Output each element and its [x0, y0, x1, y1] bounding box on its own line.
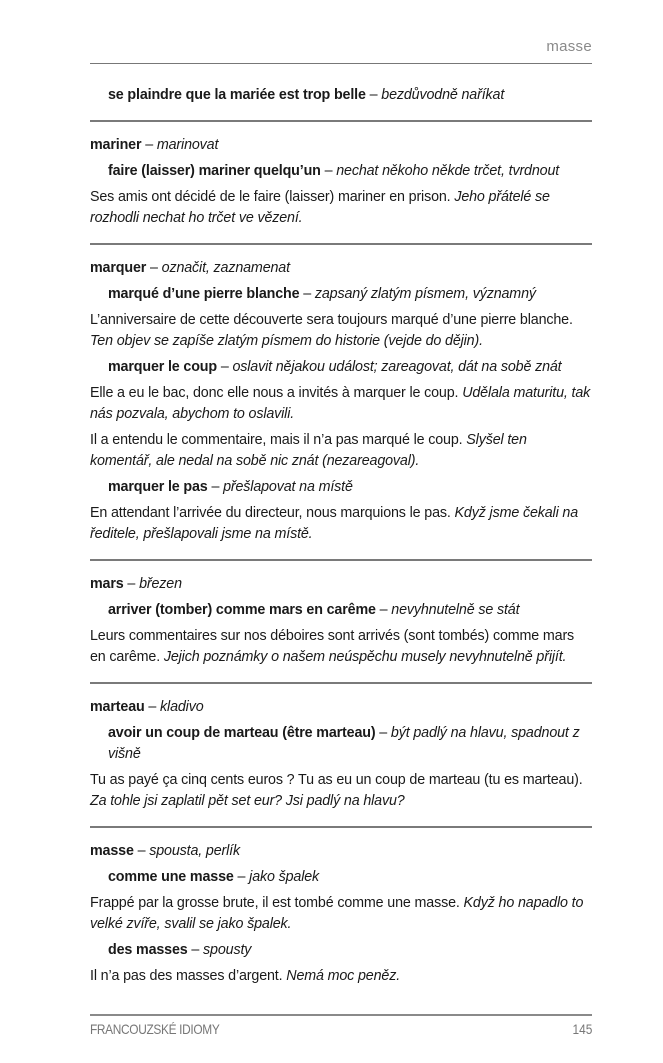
idiom — [90, 723, 592, 765]
idiom-phrase: arriver (tomber) comme mars en carême — [108, 602, 376, 618]
idiom — [90, 284, 592, 305]
headword-translation: marinovat — [156, 137, 219, 153]
dictionary-entry — [90, 834, 592, 1001]
headword-translation: spousta, perlík — [149, 843, 240, 859]
example-sentence — [90, 187, 592, 229]
idiom — [90, 161, 592, 182]
idiom — [90, 600, 592, 621]
example-french: Leurs commentaires sur nos déboires sont arrivés (sont tombés) comme mars en carême. — [90, 628, 575, 665]
idiom-phrase: comme une masse — [108, 869, 234, 885]
idiom — [90, 867, 592, 888]
headword-translation: kladivo — [160, 699, 204, 715]
example-sentence — [90, 893, 592, 935]
example-french: Frappé par la grosse brute, il est tombé comme une masse. — [90, 895, 460, 911]
idiom — [90, 477, 592, 498]
example-sentence — [90, 626, 592, 668]
idiom — [90, 357, 592, 378]
running-head: masse — [546, 38, 592, 55]
dash: – — [145, 137, 154, 153]
example-french: Tu as payé ça cinq cents euros ? Tu as eu un coup de marteau (tu es marteau). — [90, 772, 583, 788]
headword-translation: označit, zaznamenat — [161, 260, 290, 276]
dash: – — [127, 576, 136, 592]
dash: – — [303, 286, 312, 302]
headword: marteau — [90, 699, 145, 715]
entry-head — [90, 697, 592, 718]
example-sentence — [90, 430, 592, 472]
dictionary-entry — [90, 567, 592, 684]
example-czech: Když jsme čekali na ředitele, přešlapovali jsme na místě. — [90, 505, 579, 542]
example-sentence — [90, 503, 592, 545]
idiom-meaning: spousty — [203, 942, 252, 958]
example-sentence — [90, 770, 592, 812]
example-czech: Ten objev se zapíše zlatým písmem do historie (vejde do dějin). — [90, 333, 483, 349]
header-rule — [90, 63, 592, 64]
entry-head — [90, 841, 592, 862]
example-french: L’anniversaire de cette découverte sera toujours marqué d’une pierre blanche. — [90, 312, 573, 328]
dictionary-entry — [90, 251, 592, 561]
example-french: Il a entendu le commentaire, mais il n’a pas marqué le coup. — [90, 432, 463, 448]
idiom-meaning: být padlý na hlavu, spadnout z višně — [108, 725, 580, 762]
example-czech: Nemá moc peněz. — [286, 968, 401, 984]
example-french: Ses amis ont décidé de le faire (laisser) mariner en prison. — [90, 189, 451, 205]
headword: masse — [90, 843, 134, 859]
idiom-meaning: zapsaný zlatým písmem, významný — [314, 286, 536, 302]
dash: – — [379, 602, 388, 618]
idiom-phrase: marquer le coup — [108, 359, 217, 375]
dictionary-entry — [90, 80, 592, 122]
idiom-phrase: marquer le pas — [108, 479, 208, 495]
entry-head — [90, 258, 592, 279]
footer-book-title: FRANCOUZSKÉ IDIOMY — [90, 1021, 220, 1037]
dash: – — [150, 260, 158, 276]
example-czech: Slyšel ten komentář, ale nedal na sobě nic znát (nezareagoval). — [90, 432, 527, 469]
entry-head — [90, 135, 592, 156]
page-number: 145 — [572, 1021, 592, 1037]
footer-rule — [90, 1014, 592, 1016]
example-czech: Za tohle jsi zaplatil pět set eur? Jsi padlý na hlavu? — [90, 793, 405, 809]
idiom-phrase: avoir un coup de marteau (être marteau) — [108, 725, 376, 741]
dash: – — [137, 843, 146, 859]
example-french: En attendant l’arrivée du directeur, nous marquions le pas. — [90, 505, 451, 521]
example-sentence — [90, 383, 592, 425]
idiom-meaning: nechat někoho někde trčet, tvrdnout — [336, 163, 560, 179]
example-czech: Udělala maturitu, tak nás pozvala, abychom to oslavili. — [90, 385, 591, 422]
idiom — [90, 85, 592, 106]
idiom-meaning: oslavit nějakou událost; zareagovat, dát na sobě znát — [232, 359, 562, 375]
dash: – — [379, 725, 388, 741]
dash: – — [369, 87, 378, 103]
dictionary-entry — [90, 690, 592, 828]
entry-head — [90, 574, 592, 595]
idiom-phrase: marqué d’une pierre blanche — [108, 286, 300, 302]
headword: mariner — [90, 137, 142, 153]
example-czech: Jejich poznámky o našem neúspěchu musely nevyhnutelně přijít. — [163, 649, 567, 665]
dash: – — [211, 479, 220, 495]
example-czech: Když ho napadlo to velké zvíře, svalil se jako špalek. — [90, 895, 584, 932]
idiom-meaning: bezdůvodně naříkat — [381, 87, 505, 103]
example-sentence — [90, 966, 592, 987]
example-french: Elle a eu le bac, donc elle nous a invités à marquer le coup. — [90, 385, 459, 401]
dash: – — [191, 942, 200, 958]
headword: marquer — [90, 260, 147, 276]
dash: – — [220, 359, 229, 375]
idiom-meaning: přešlapovat na místě — [223, 479, 353, 495]
idiom-phrase: des masses — [108, 942, 188, 958]
headword: mars — [90, 576, 124, 592]
idiom-phrase: se plaindre que la mariée est trop belle — [108, 87, 366, 103]
dictionary-entry — [90, 128, 592, 245]
example-french: Il n’a pas des masses d’argent. — [90, 968, 283, 984]
dash: – — [148, 699, 157, 715]
example-czech: Jeho přátelé se rozhodli nechat ho trčet ve vězení. — [90, 189, 550, 226]
idiom-meaning: nevyhnutelně se stát — [391, 602, 520, 618]
example-sentence — [90, 310, 592, 352]
idiom-meaning: jako špalek — [249, 869, 320, 885]
dash: – — [324, 163, 333, 179]
dash: – — [237, 869, 246, 885]
headword-translation: březen — [139, 576, 182, 592]
dictionary-entries — [90, 80, 592, 1007]
idiom — [90, 940, 592, 961]
idiom-phrase: faire (laisser) mariner quelqu’un — [108, 163, 321, 179]
